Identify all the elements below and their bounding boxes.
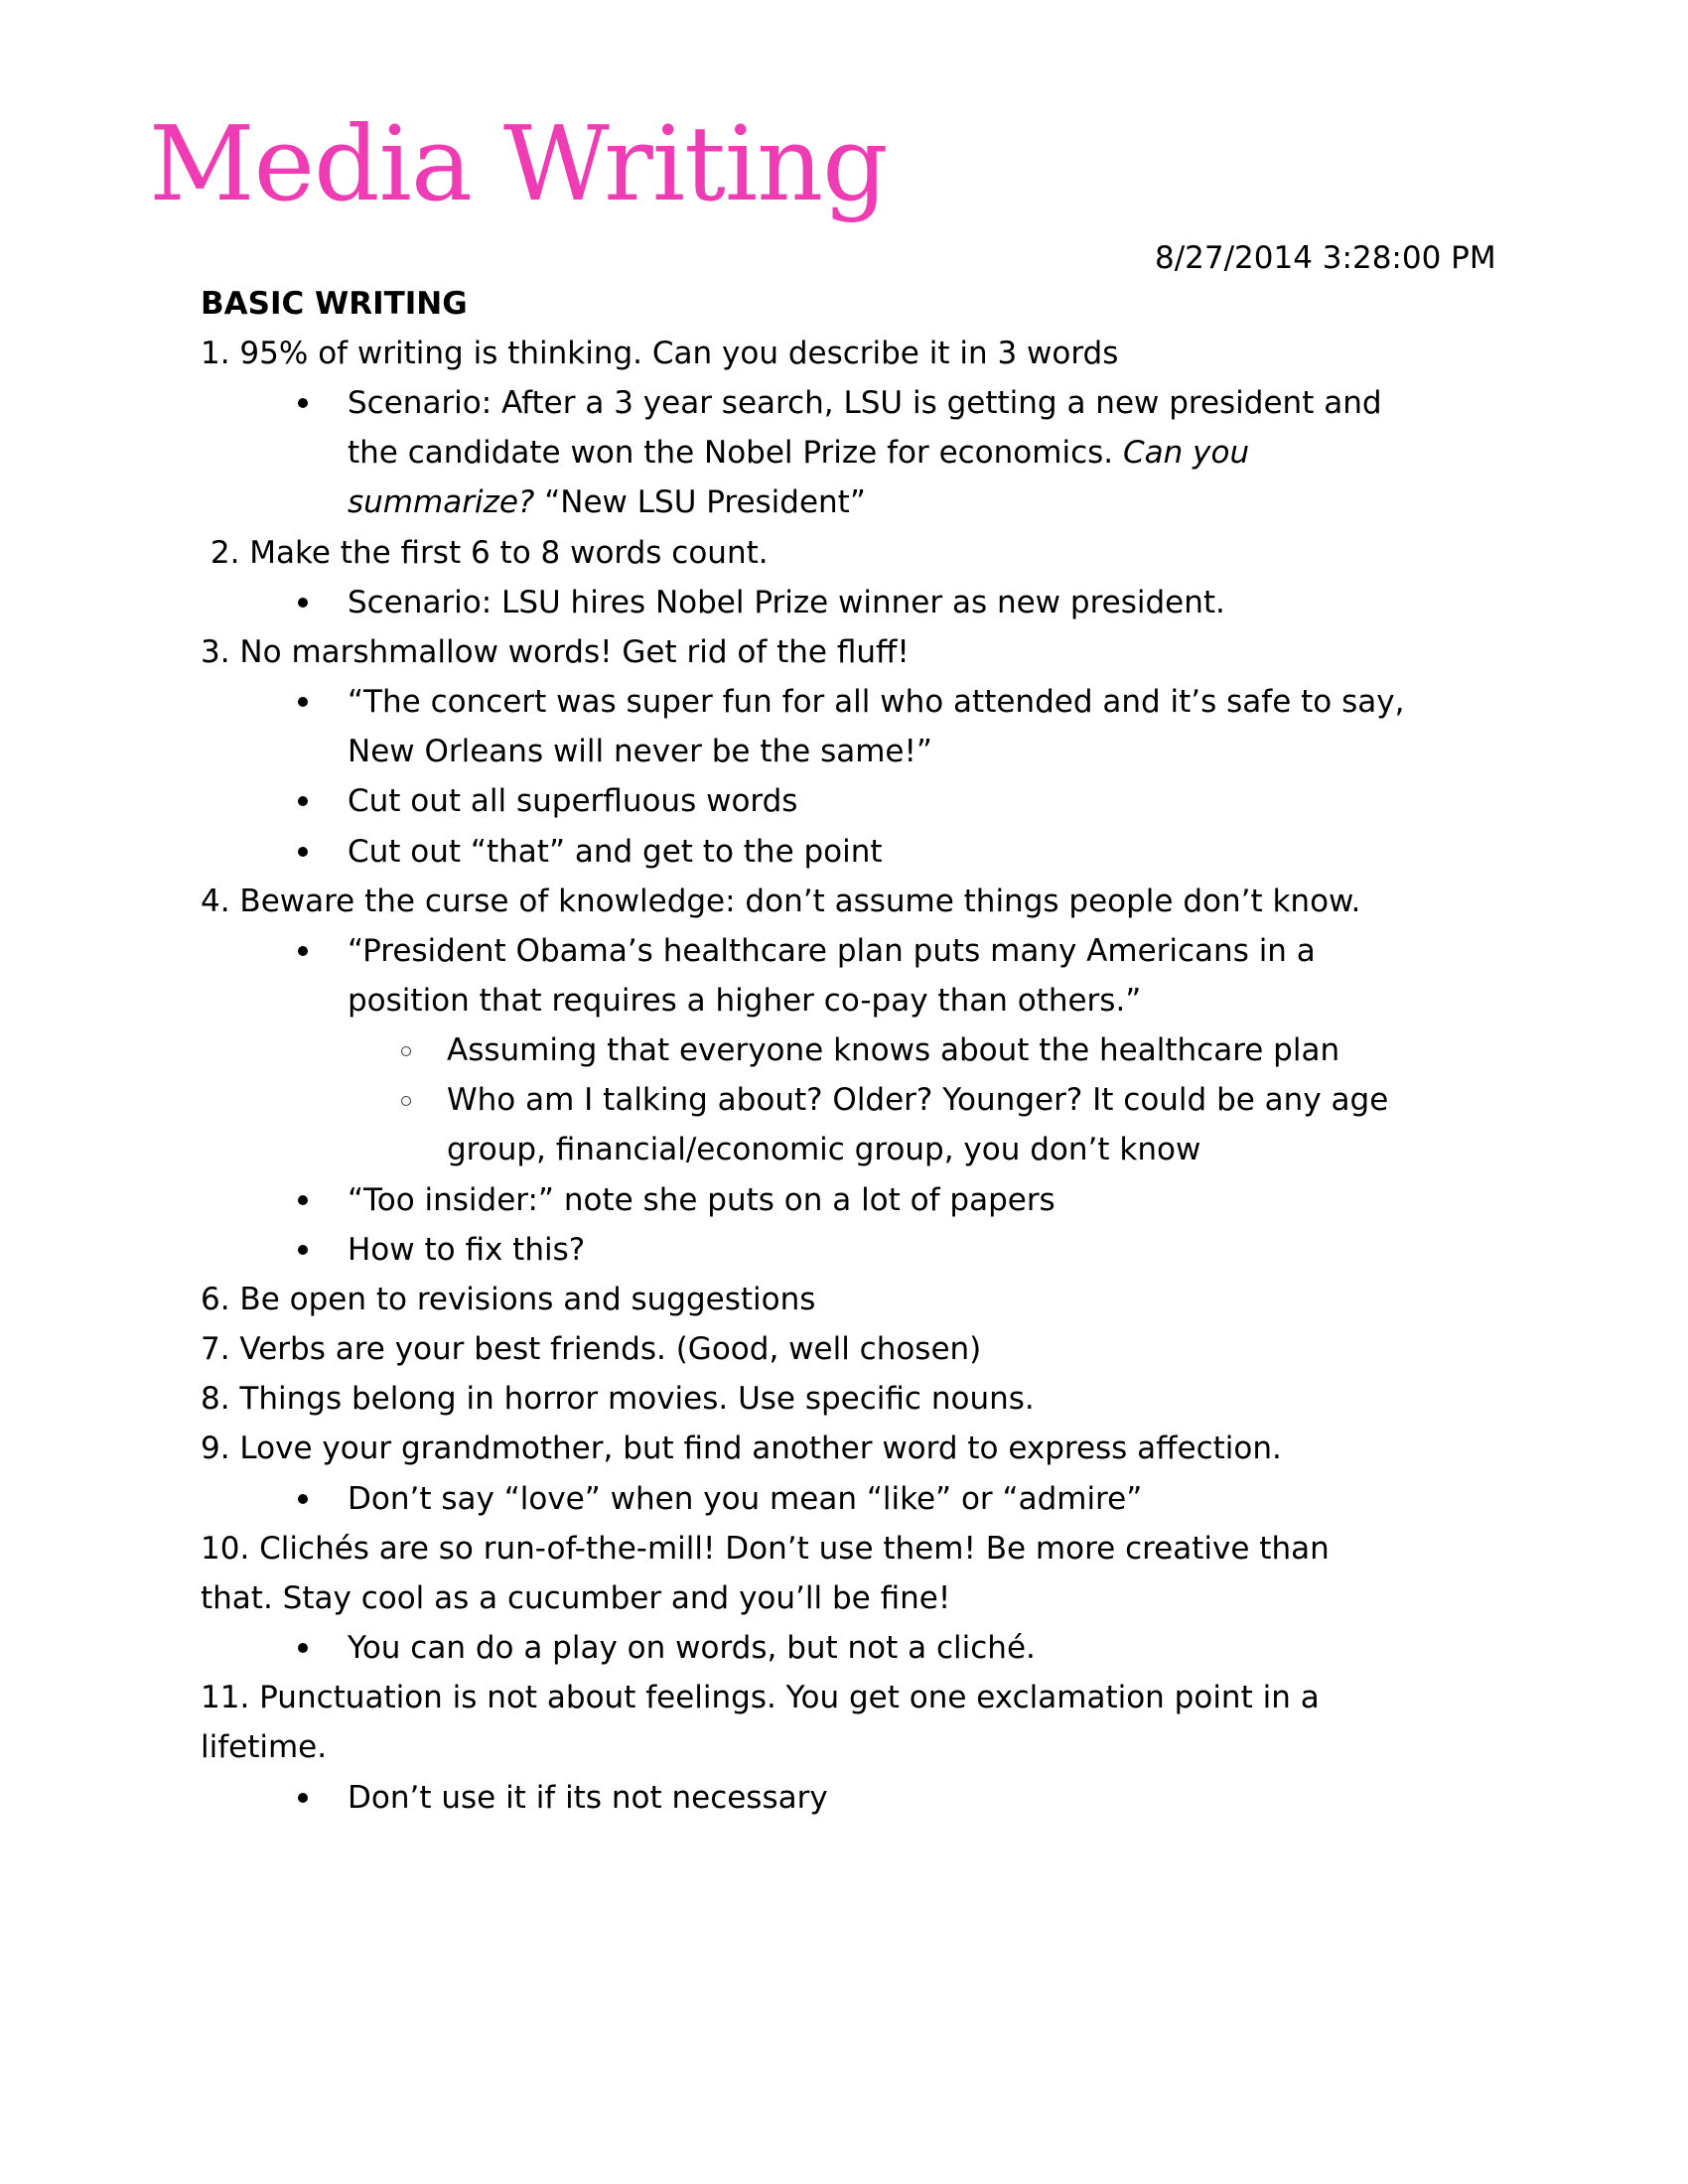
sub-bullet-circle-icon	[401, 1046, 411, 1056]
list-item-11-line-1: 11. Punctuation is not about feelings. You get one exclamation point in a	[201, 1680, 1320, 1715]
document-title: Media Writing	[149, 103, 888, 224]
list-item-4-bullet-1-line-1: “President Obama’s healthcare plan puts many Americans in a	[348, 933, 1316, 969]
bullet-icon	[298, 1245, 308, 1255]
list-item-3-bullet-1-line-1: “The concert was super fun for all who attended and it’s safe to say,	[348, 684, 1405, 720]
list-item-4-bullet-3: How to fix this?	[348, 1232, 586, 1268]
bullet-icon	[298, 598, 308, 608]
sub-bullet-circle-icon	[401, 1096, 411, 1106]
text-run: “New LSU President”	[534, 484, 866, 520]
list-item-4-sub-bullet-1: Assuming that everyone knows about the healthcare plan	[447, 1032, 1340, 1068]
document-date: 8/27/2014 3:28:00 PM	[1155, 240, 1496, 276]
bullet-icon	[298, 1793, 308, 1803]
list-item-1-bullet-line-1: Scenario: After a 3 year search, LSU is getting a new president and	[348, 385, 1382, 421]
bullet-icon	[298, 946, 308, 956]
list-item-4-bullet-1-line-2: position that requires a higher co-pay than others.”	[348, 983, 1142, 1019]
list-item-8: 8. Things belong in horror movies. Use specific nouns.	[201, 1381, 1035, 1417]
list-item-1: 1. 95% of writing is thinking. Can you describe it in 3 words	[201, 336, 1119, 371]
list-item-11-line-2: lifetime.	[201, 1729, 328, 1765]
list-item-4-sub-bullet-2-line-1: Who am I talking about? Older? Younger? It could be any age	[447, 1082, 1389, 1118]
list-item-3-bullet-1-line-2: New Orleans will never be the same!”	[348, 734, 932, 769]
list-item-4: 4. Beware the curse of knowledge: don’t assume things people don’t know.	[201, 884, 1361, 919]
list-item-9: 9. Love your grandmother, but find another word to express affection.	[201, 1431, 1282, 1466]
list-item-2: 2. Make the first 6 to 8 words count.	[201, 535, 769, 571]
list-item-3-bullet-3: Cut out “that” and get to the point	[348, 834, 883, 870]
list-item-7: 7. Verbs are your best friends. (Good, well chosen)	[201, 1331, 982, 1367]
list-item-4-sub-bullet-2-line-2: group, financial/economic group, you don’t know	[447, 1132, 1201, 1167]
list-item-3-bullet-2: Cut out all superfluous words	[348, 783, 798, 819]
list-item-10-bullet: You can do a play on words, but not a cliché.	[348, 1630, 1036, 1666]
list-item-6: 6. Be open to revisions and suggestions	[201, 1282, 816, 1317]
text-run: the candidate won the Nobel Prize for economics.	[348, 435, 1123, 471]
bullet-icon	[298, 697, 308, 707]
list-item-4-bullet-2: “Too insider:” note she puts on a lot of papers	[348, 1182, 1055, 1218]
italic-text-run: Can you	[1122, 435, 1250, 471]
list-item-10-line-1: 10. Clichés are so run-of-the-mill! Don’t use them! Be more creative than	[201, 1531, 1330, 1567]
list-item-9-bullet: Don’t say “love” when you mean “like” or “admire”	[348, 1481, 1143, 1517]
bullet-icon	[298, 1195, 308, 1205]
bullet-icon	[298, 796, 308, 806]
list-item-10-line-2: that. Stay cool as a cucumber and you’ll be fine!	[201, 1580, 951, 1616]
list-item-1-bullet-line-2	[348, 433, 1249, 473]
list-item-3: 3. No marshmallow words! Get rid of the fluff!	[201, 634, 910, 670]
list-item-2-bullet: Scenario: LSU hires Nobel Prize winner as new president.	[348, 585, 1225, 620]
bullet-icon	[298, 847, 308, 857]
list-item-1-bullet-line-3	[348, 482, 866, 522]
list-item-11-bullet: Don’t use it if its not necessary	[348, 1780, 828, 1816]
italic-text-run: summarize?	[348, 484, 535, 520]
bullet-icon	[298, 1643, 308, 1653]
section-heading: BASIC WRITING	[201, 286, 468, 322]
bullet-icon	[298, 398, 308, 408]
bullet-icon	[298, 1494, 308, 1504]
